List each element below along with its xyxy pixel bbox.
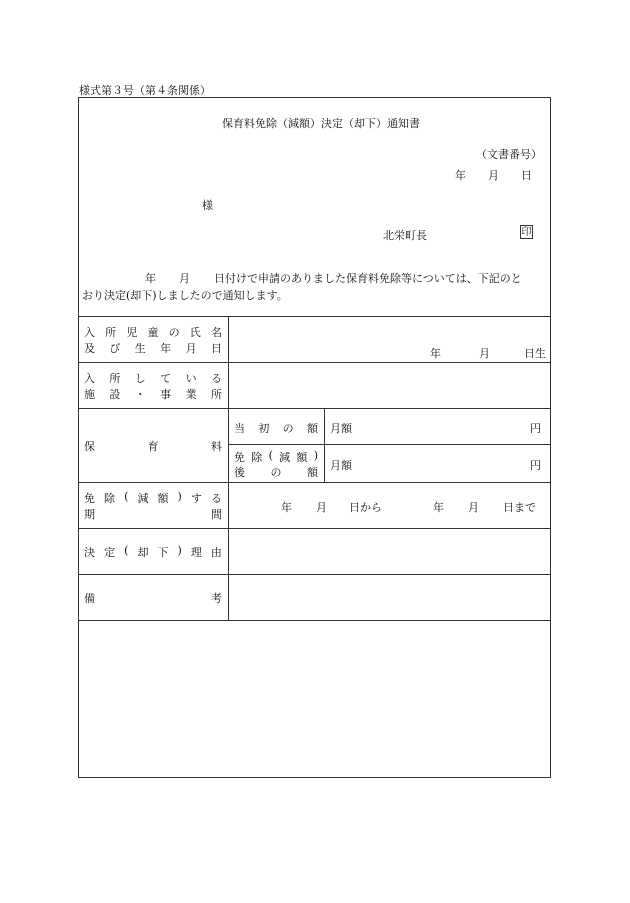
fee-label: 保 育 料 [84,440,222,453]
row-divider [78,362,551,363]
reduced-amount-label-line2: 後 の 額 [234,466,318,479]
body-line-1: 日付けで申請のありました保育料免除等については、下記のと [214,272,522,285]
initial-monthly-label: 月額 [330,422,352,435]
row-divider [78,316,551,317]
birth-month: 月 [479,347,490,360]
row-divider [78,408,551,409]
period-label-line2: 期 間 [84,508,222,521]
row-divider [78,528,551,529]
reduced-monthly-label: 月額 [330,459,352,472]
initial-amount-label: 当 初 の 額 [234,422,318,435]
row-divider [78,482,551,483]
column-divider [228,316,229,620]
period-from-year: 年 [281,501,292,514]
reason-label: 決 定 ( 却 下 ) 理 由 [84,544,222,559]
period-to-day: 日まで [503,501,536,514]
body-line-2: おり決定(却下)しましたので通知します。 [82,289,288,302]
period-from-month: 月 [316,501,327,514]
row-divider [228,444,551,445]
initial-yen: 円 [530,422,541,435]
issue-day: 日 [521,169,532,182]
facility-label-line2: 施 設 ・ 事 業 所 [84,388,222,401]
issuer-name: 北栄町長 [383,229,427,242]
birth-year: 年 [430,347,441,360]
issue-year: 年 [455,169,466,182]
addressee-suffix: 様 [202,199,213,212]
row-divider [78,574,551,575]
reduced-yen: 円 [530,459,541,472]
remarks-label: 備 考 [84,592,222,605]
body-month: 月 [179,272,190,285]
birth-day: 日生 [524,347,546,360]
child-label-line2: 及 び 生 年 月 日 [84,342,222,355]
period-to-month: 月 [468,501,479,514]
period-label-line1: 免 除 ( 減 額 ) す る [84,490,222,505]
issue-month: 月 [488,169,499,182]
child-label-line1: 入 所 児 童 の 氏 名 [84,326,222,339]
form-number: 様式第３号（第４条関係） [79,84,211,97]
row-divider [78,620,551,621]
seal-mark: 印 [521,227,532,238]
period-to-year: 年 [433,501,444,514]
document-number: （文書番号） [476,148,542,161]
body-year: 年 [145,272,156,285]
document-title: 保育料免除（減額）決定（却下）通知書 [222,117,420,130]
reduced-amount-label-line1: 免 除 ( 減 額 ) [234,449,318,464]
column-divider [324,408,325,482]
facility-label-line1: 入 所 し て い る [84,372,222,385]
period-from-day: 日から [349,501,382,514]
